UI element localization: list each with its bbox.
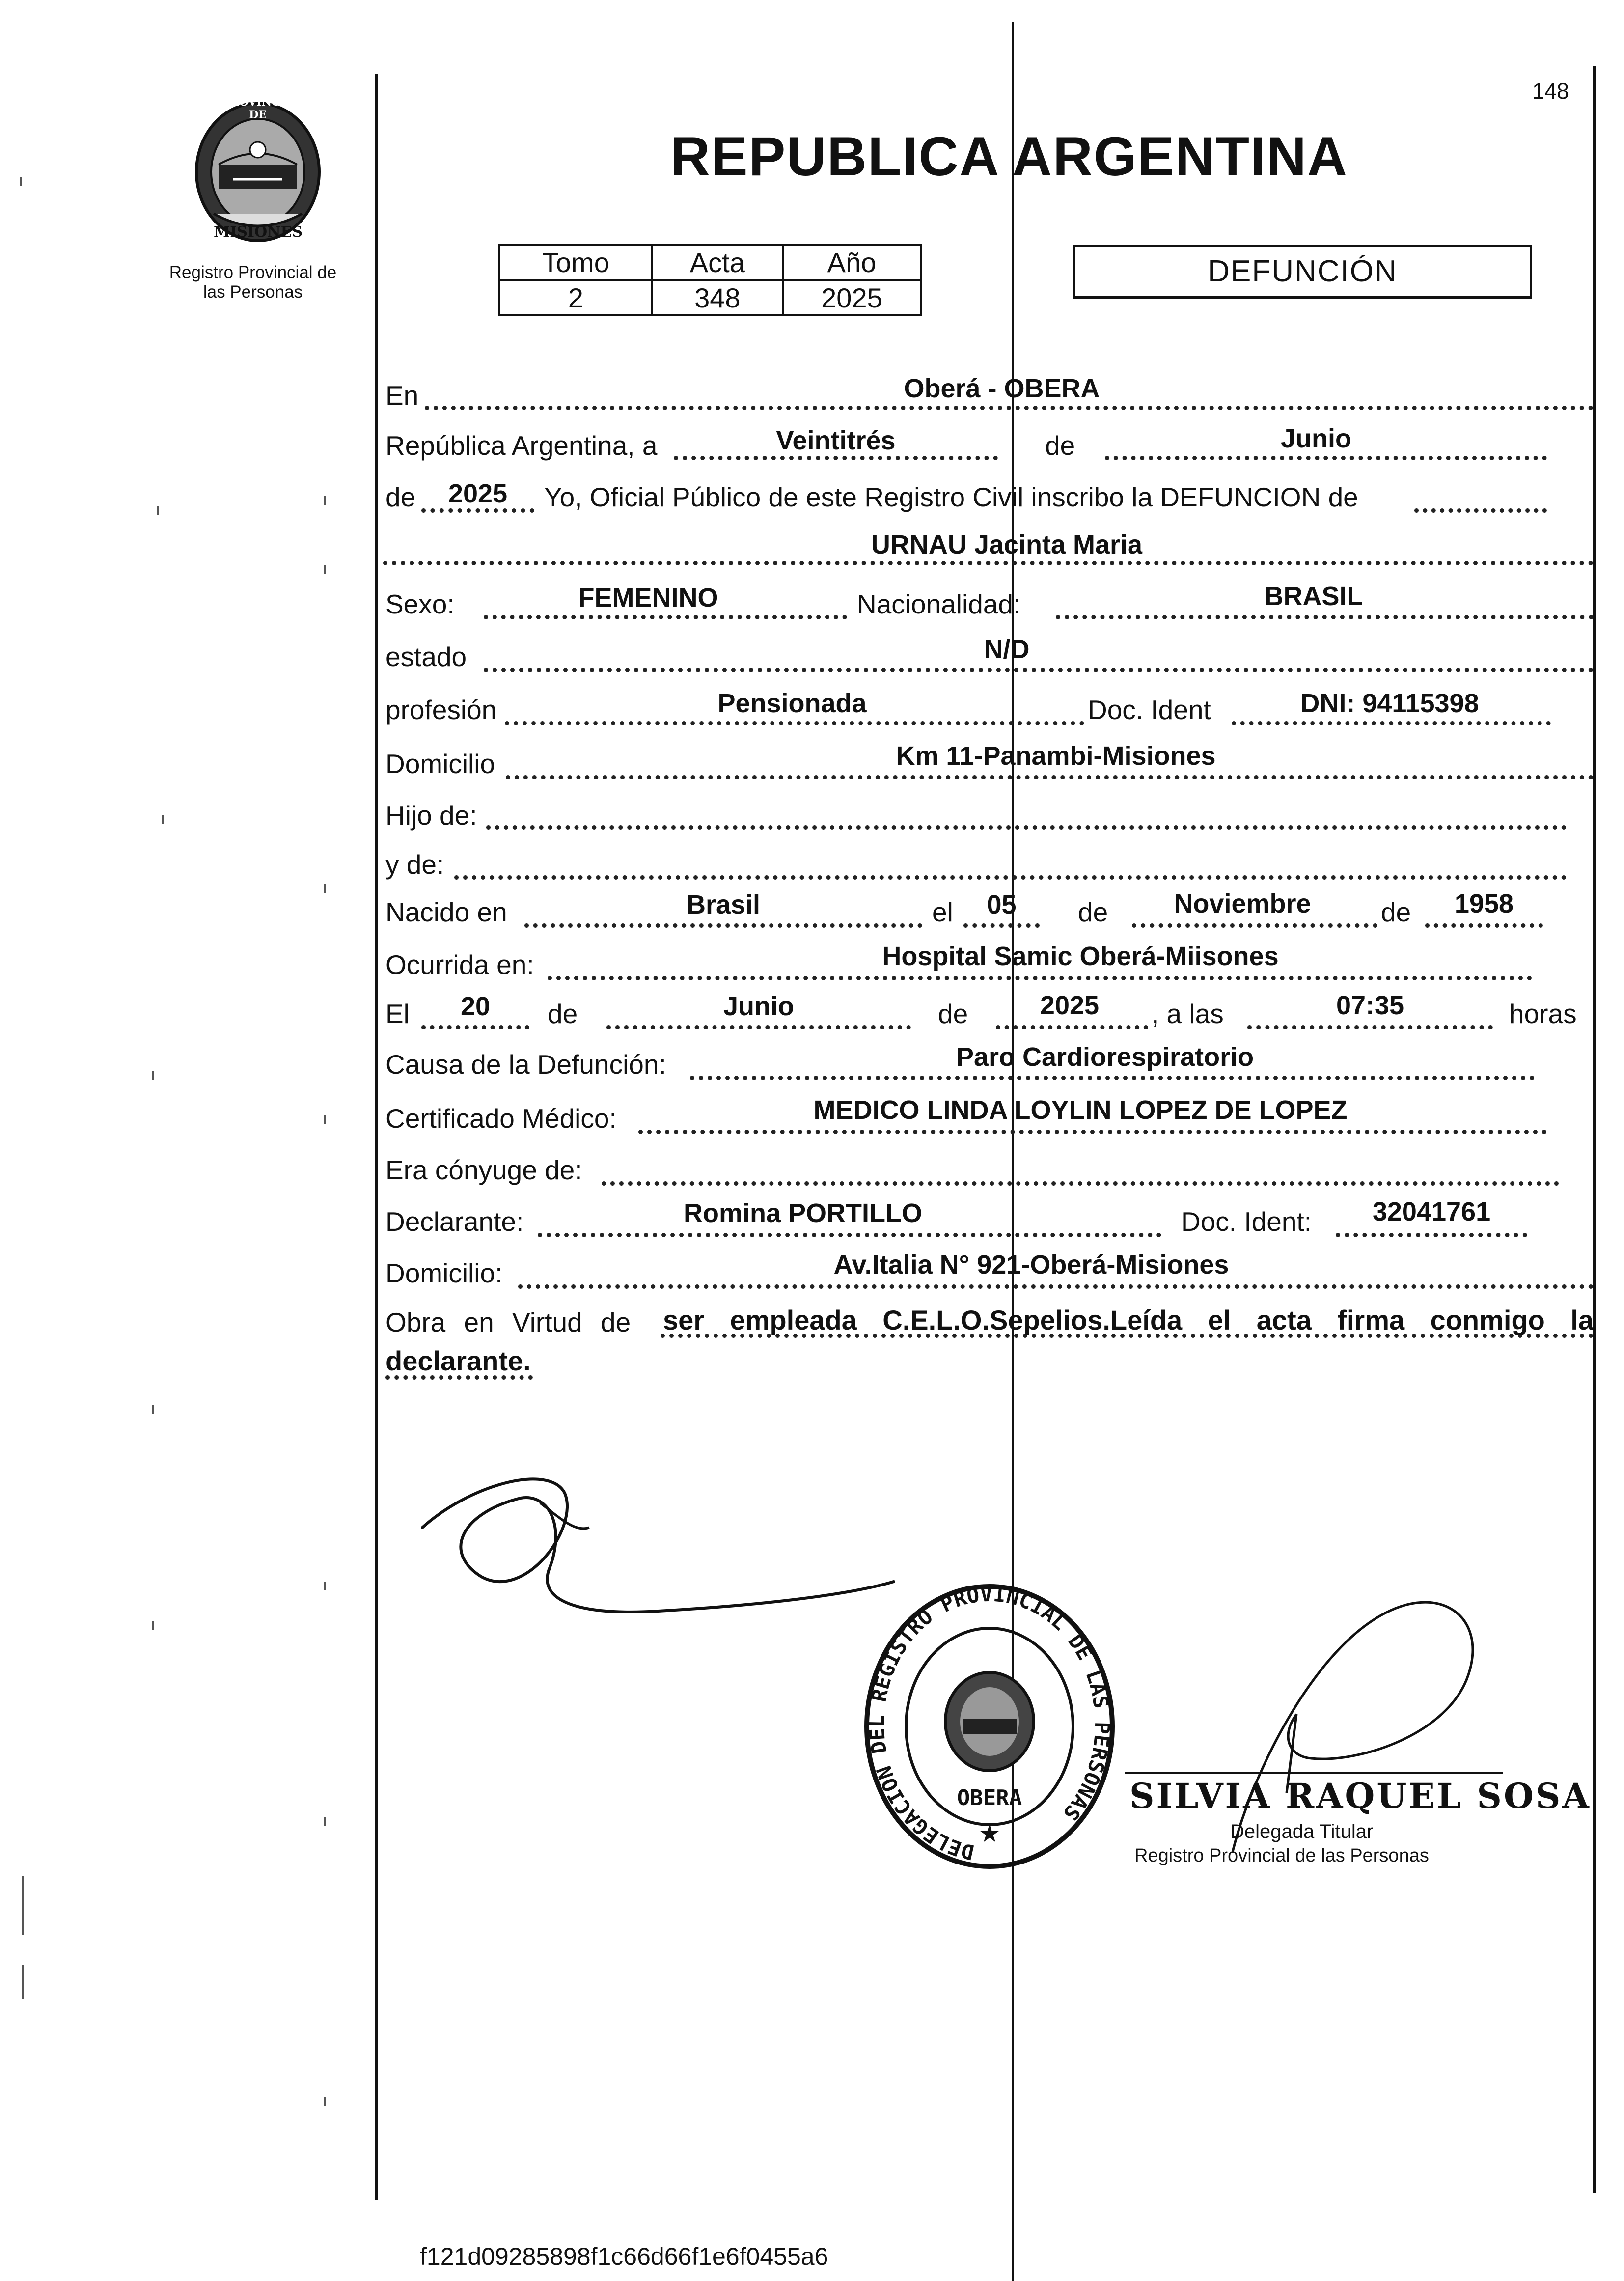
record-type-box: DEFUNCIÓN — [1073, 245, 1532, 299]
registry-name — [152, 263, 354, 302]
value-anio: 2025 — [448, 479, 508, 508]
label-de-nac-mes: de — [1078, 897, 1108, 927]
dots-declarante — [538, 1233, 1161, 1237]
value-nacionalidad: BRASIL — [1264, 582, 1363, 611]
value-obra-line1: ser empleada C.E.L.O.Sepelios.Leída el acta firma conmigo la — [663, 1305, 1594, 1335]
label-el-def: El — [385, 999, 410, 1029]
value-nombre: URNAU Jacinta Maria — [871, 530, 1143, 559]
label-yo-oficial: Yo, Oficial Público de este Registro Civil inscribo la DEFUNCION de — [544, 482, 1358, 512]
label-y-de: y de: — [385, 849, 444, 880]
left-margin-line — [375, 74, 378, 2200]
dots-doc-decl — [1336, 1233, 1527, 1237]
dots-estado — [484, 668, 1594, 672]
value-doc-decl: 32041761 — [1372, 1197, 1491, 1226]
official-org: Registro Provincial de las Personas — [1134, 1845, 1429, 1866]
dots-domicilio — [506, 775, 1594, 779]
value-causa: Paro Cardiorespiratorio — [956, 1042, 1254, 1072]
dots-def-mes — [606, 1025, 911, 1029]
stamp-seal-icon — [862, 1582, 1117, 1871]
value-def-anio: 2025 — [1040, 991, 1100, 1020]
page-number: 148 — [1532, 79, 1569, 104]
label-sexo: Sexo: — [385, 589, 455, 619]
signature-rule — [1125, 1772, 1503, 1774]
anio-header: Año — [783, 245, 921, 280]
label-nacido-en: Nacido en — [385, 897, 507, 927]
dots-causa — [690, 1076, 1535, 1080]
document-hash: f121d09285898f1c66d66f1e6f0455a6 — [420, 2243, 828, 2270]
label-certificado: Certificado Médico: — [385, 1103, 617, 1134]
value-nac-dia: 05 — [987, 890, 1017, 919]
value-def-dia: 20 — [460, 992, 491, 1021]
dots-nac-mes — [1132, 923, 1377, 928]
value-nacido-en: Brasil — [686, 890, 761, 919]
dots-nacionalidad — [1056, 615, 1594, 619]
label-de-anio: de — [385, 482, 416, 512]
dots-certificado — [638, 1130, 1547, 1134]
label-el-nac: el — [932, 897, 953, 927]
dots-def-anio — [996, 1025, 1148, 1029]
label-a-las: , a las — [1152, 999, 1224, 1029]
tomo-header: Tomo — [499, 245, 652, 280]
label-declarante: Declarante: — [385, 1206, 524, 1237]
value-nac-mes: Noviembre — [1174, 889, 1311, 918]
stamp-star-icon: ★ — [978, 1820, 1001, 1847]
stamp-ring-text: DELEGACION DEL REGISTRO PROVINCIAL DE LAS PERSONAS — [864, 1582, 1115, 1865]
misiones-crest — [184, 91, 331, 248]
label-nacionalidad: Nacionalidad: — [857, 589, 1021, 619]
label-obra-en: Obra en Virtud de — [385, 1307, 631, 1337]
label-domicilio-decl: Domicilio: — [385, 1258, 503, 1288]
tomo-value: 2 — [499, 280, 652, 315]
label-doc-ident: Doc. Ident — [1088, 695, 1211, 725]
label-conyuge: Era cónyuge de: — [385, 1155, 582, 1185]
registry-line-1: Registro Provincial de — [169, 263, 337, 282]
dots-nombre — [383, 561, 1594, 565]
dots-hijo-de — [486, 825, 1567, 830]
center-fold-line — [1012, 22, 1014, 2281]
value-nac-anio: 1958 — [1454, 889, 1514, 918]
value-lugar: Oberá - OBERA — [904, 374, 1100, 403]
dots-nac-dia — [963, 923, 1040, 928]
value-domicilio: Km 11-Panambi-Misiones — [896, 741, 1216, 771]
value-dia: Veintitrés — [776, 426, 896, 455]
label-en: En — [385, 380, 419, 411]
crest-bottom-text: MISIONES — [214, 223, 303, 241]
dots-nac-anio — [1425, 923, 1543, 928]
value-estado: N/D — [984, 635, 1030, 664]
official-name: SILVIA RAQUEL SOSA — [1129, 1776, 1591, 1816]
dots-ocurrida-en — [548, 976, 1532, 980]
value-ocurrida-en: Hospital Samic Oberá-Miisones — [882, 942, 1279, 971]
stamp-center-text: OBERA — [957, 1785, 1022, 1810]
dots-doc — [1232, 721, 1551, 725]
official-signature-stroke — [1213, 1586, 1508, 1862]
right-margin-line — [1593, 66, 1596, 2193]
page-title: REPUBLICA ARGENTINA — [670, 126, 1348, 187]
record-table-header — [499, 245, 921, 280]
acta-value: 348 — [652, 280, 783, 315]
label-de-nac-anio: de — [1381, 897, 1411, 927]
dots-nacido-en — [524, 923, 922, 928]
label-de-def-anio: de — [938, 999, 968, 1029]
label-hijo-de: Hijo de: — [385, 800, 477, 831]
value-certificado: MEDICO LINDA LOYLIN LOPEZ DE LOPEZ — [813, 1095, 1348, 1125]
label-estado: estado — [385, 641, 467, 672]
dots-y-de — [454, 875, 1567, 880]
acta-header: Acta — [652, 245, 783, 280]
registry-line-2: las Personas — [203, 282, 303, 302]
value-domicilio-decl: Av.Italia N° 921-Oberá-Misiones — [833, 1250, 1229, 1280]
anio-value: 2025 — [783, 280, 921, 315]
label-doc-ident-decl: Doc. Ident: — [1181, 1206, 1312, 1237]
label-ocurrida-en: Ocurrida en: — [385, 949, 534, 980]
record-table-values — [499, 280, 921, 315]
value-doc: DNI: 94115398 — [1300, 689, 1479, 718]
value-sexo: FEMENINO — [578, 583, 718, 612]
page-number-rule — [1589, 66, 1596, 111]
dots-mes — [1105, 456, 1547, 460]
label-horas: horas — [1509, 999, 1577, 1029]
dots-def-dia — [421, 1025, 529, 1029]
dots-conyuge — [602, 1181, 1559, 1186]
label-domicilio: Domicilio — [385, 749, 495, 779]
record-table — [498, 244, 922, 316]
dots-anio — [421, 508, 534, 513]
dots-domicilio-decl — [518, 1284, 1594, 1289]
crest-top-text: PROVINCIA DE — [222, 96, 294, 121]
label-de-mes: de — [1045, 430, 1075, 461]
dots-en — [425, 406, 1594, 410]
value-def-mes: Junio — [723, 992, 794, 1021]
label-republica: República Argentina, a — [385, 430, 658, 461]
value-declarante: Romina PORTILLO — [684, 1198, 922, 1228]
value-profesion: Pensionada — [717, 689, 867, 718]
value-hora: 07:35 — [1336, 991, 1404, 1020]
value-obra-line2: declarante. — [385, 1345, 531, 1376]
official-stamp — [862, 1582, 1117, 1871]
label-causa: Causa de la Defunción: — [385, 1049, 666, 1080]
official-title: Delegada Titular — [1230, 1821, 1374, 1842]
dots-yo-oficial — [1414, 508, 1547, 513]
label-profesion: profesión — [385, 695, 497, 725]
dots-profesion — [505, 721, 1084, 725]
dots-sexo — [484, 615, 847, 619]
dots-dia — [674, 456, 998, 460]
value-mes: Junio — [1281, 424, 1351, 453]
dots-hora — [1247, 1025, 1493, 1029]
label-de-def-mes: de — [548, 999, 578, 1029]
